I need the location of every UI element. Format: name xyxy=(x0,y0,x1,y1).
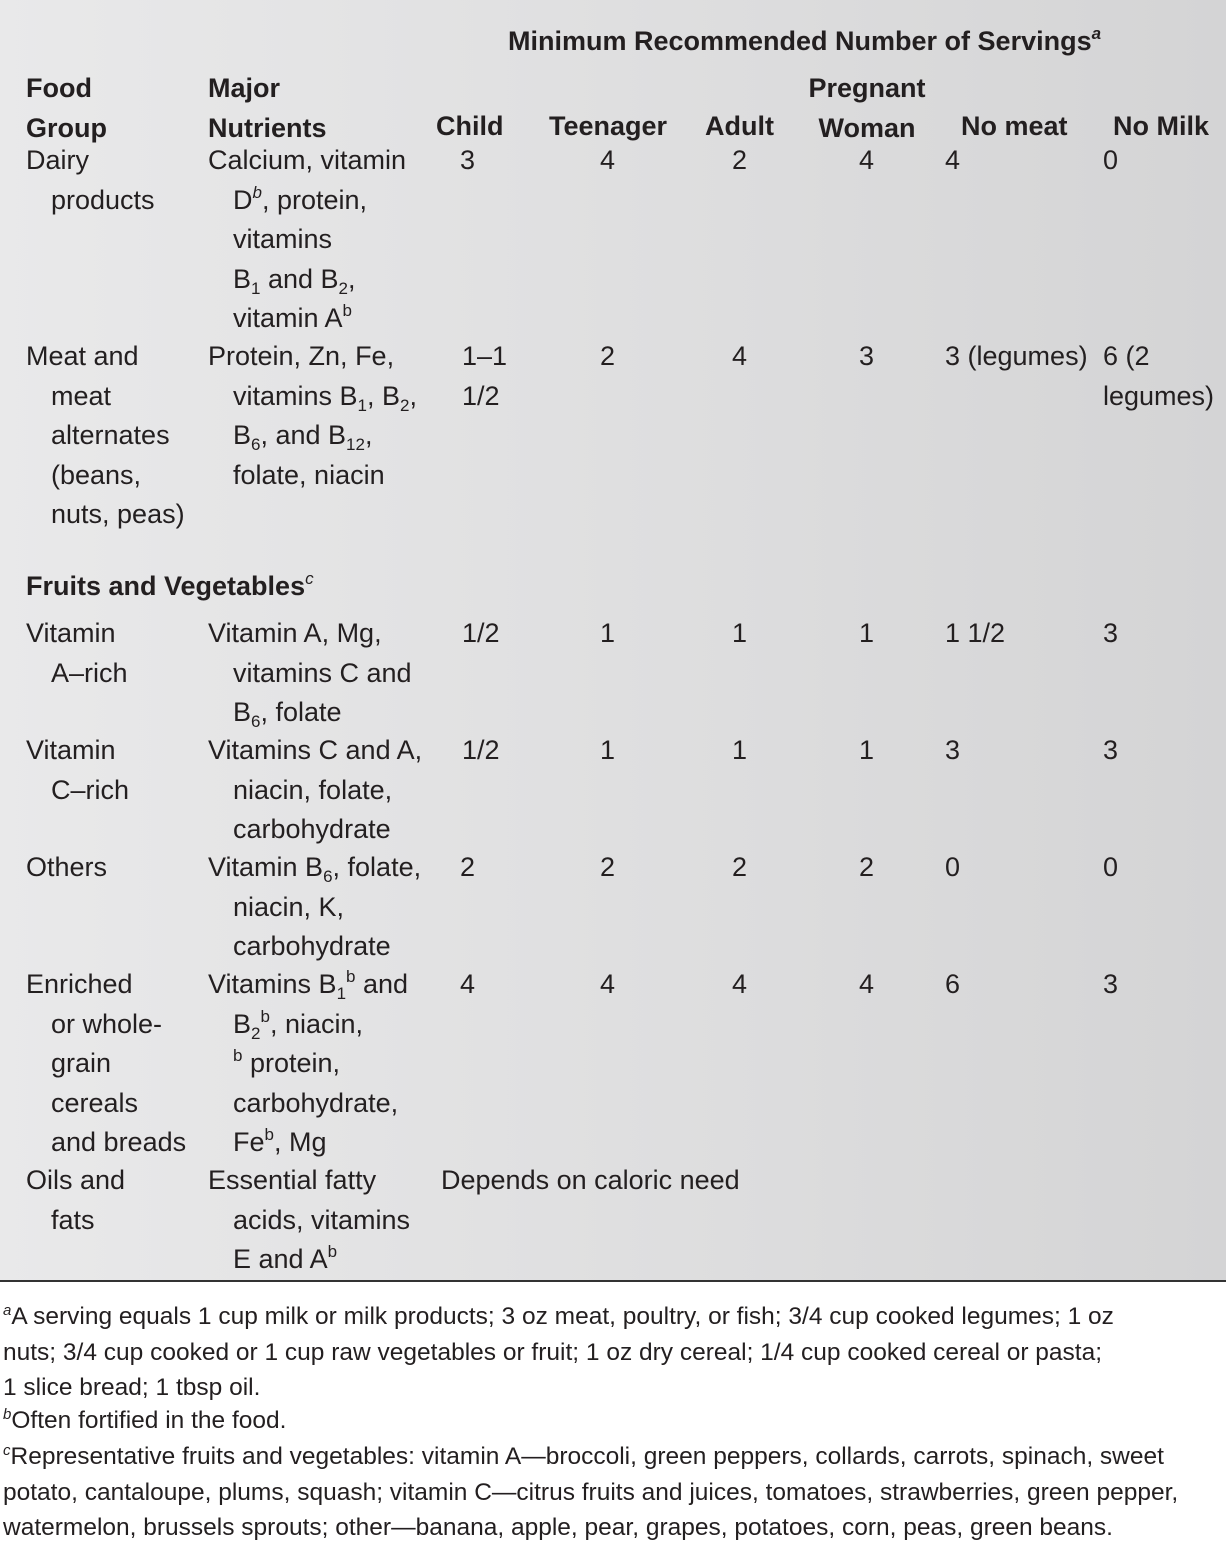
cereals-group-line3: grain xyxy=(51,1048,112,1078)
vit-c-nutrients-line3: carbohydrate xyxy=(233,814,391,844)
oils-group-line2: fats xyxy=(51,1204,95,1235)
meat-group-line1: Meat and xyxy=(26,341,139,371)
fv-heading-text: Fruits and Vegetables xyxy=(26,571,306,601)
others-nutrients-line1: Vitamin $B_6$, folate, xyxy=(208,852,422,886)
vit-a-nutrients xyxy=(208,614,412,733)
others-group xyxy=(26,848,107,888)
meat-nutrients-line3: $B_6$, and $B_{12}$, xyxy=(233,420,373,454)
vit-a-nutrients-line1: Vitamin A, Mg, xyxy=(208,618,382,648)
dairy-nutrients-line5: vitamin $A^b$ xyxy=(233,301,353,333)
footnote-b xyxy=(3,1403,286,1439)
meat-group-line2: meat xyxy=(51,380,112,411)
header-major-nutrients xyxy=(208,69,327,148)
footnote-a xyxy=(3,1299,1114,1406)
header-pregnant-woman xyxy=(807,69,927,148)
header-food-group xyxy=(26,69,107,148)
meat-group xyxy=(26,337,185,535)
footnote-a-line3: 1 slice bread; 1 tbsp oil. xyxy=(3,1374,261,1401)
oils-nutrients xyxy=(208,1161,410,1280)
vit-c-nutrients-line2: niacin, folate, xyxy=(233,774,393,805)
meat-group-line5: nuts, peas) xyxy=(51,499,185,529)
meat-nutrients-line4: folate, niacin xyxy=(233,459,385,490)
header-adult: Adult xyxy=(705,111,774,141)
fruits-vegetables-heading xyxy=(26,567,314,607)
vit-c-no-milk: 3 xyxy=(1103,735,1119,765)
header-child: Child xyxy=(436,111,504,141)
header-food-group-line1: Food xyxy=(26,73,92,103)
vit-a-group-line2: A–rich xyxy=(51,657,128,688)
spanner-note-mark: a xyxy=(1091,24,1102,43)
vit-c-group-line1: Vitamin xyxy=(26,735,116,765)
header-nutrients-line1: Major xyxy=(208,73,281,103)
oils-group-line1: Oils and xyxy=(26,1165,126,1195)
cereals-nutrients-line1: Vitamins $B_1^b$ and xyxy=(208,967,409,1003)
others-adult: 2 xyxy=(732,852,748,882)
meat-no-milk-line2: legumes) xyxy=(1103,380,1215,411)
header-nutrients-line2: Nutrients xyxy=(208,112,327,143)
dairy-adult: 2 xyxy=(732,145,748,175)
oils-nutrients-line1: Essential fatty xyxy=(208,1165,377,1195)
vit-c-pregnant: 1 xyxy=(859,735,875,765)
cereals-no-milk: 3 xyxy=(1103,969,1119,999)
vit-c-group xyxy=(26,731,129,810)
cereals-group-line2: or whole- xyxy=(51,1008,163,1039)
header-no-milk: No Milk xyxy=(1113,111,1210,141)
meat-group-line3: alternates xyxy=(51,420,170,450)
others-nutrients-line2: niacin, K, xyxy=(233,891,345,922)
meat-no-milk-line1: 6 (2 xyxy=(1103,341,1150,371)
cereals-no-meat: 6 xyxy=(945,969,961,999)
header-no-meat: No meat xyxy=(961,111,1068,141)
meat-group-line4: (beans, xyxy=(51,459,142,490)
cereals-nutrients-line3: $^b$ protein, xyxy=(233,1046,341,1078)
oils-nutrients-line3: E and $A^b$ xyxy=(233,1242,338,1274)
cereals-group xyxy=(26,965,186,1163)
meat-no-meat: 3 (legumes) xyxy=(945,341,1088,371)
meat-child-line2: 1/2 xyxy=(462,380,500,411)
header-food-group-line2: Group xyxy=(26,112,107,143)
vit-c-teenager: 1 xyxy=(600,735,616,765)
dairy-teenager: 4 xyxy=(600,145,616,175)
dairy-nutrients-line4: $B_1$ and $B_2$, xyxy=(233,263,356,298)
meat-nutrients xyxy=(208,337,417,495)
footnote-c-line3: watermelon, brussels sprouts; other—banana, apple, pear, grapes, potatoes, corn, peas, green beans. xyxy=(3,1514,1113,1541)
oils-servings: Depends on caloric need xyxy=(441,1165,740,1195)
oils-group xyxy=(26,1161,125,1240)
oils-nutrients-line2: acids, vitamins xyxy=(233,1204,411,1235)
cereals-nutrients-line2: $B_2^b$, niacin, xyxy=(233,1006,364,1043)
vit-a-adult: 1 xyxy=(732,618,748,648)
cereals-pregnant: 4 xyxy=(859,969,875,999)
others-pregnant: 2 xyxy=(859,852,875,882)
others-child: 2 xyxy=(460,852,476,882)
dairy-nutrients-line1: Calcium, vitamin xyxy=(208,145,407,175)
dairy-nutrients xyxy=(208,141,406,339)
meat-teenager: 2 xyxy=(600,341,616,371)
meat-child xyxy=(462,337,507,416)
footnote-c-line1: $^c$Representative fruits and vegetables: vitamin A—broccoli, green peppers, collards, carrots, spinach, sweet xyxy=(3,1442,1164,1470)
cereals-group-line5: and breads xyxy=(51,1127,187,1157)
header-pregnant-line2: Woman xyxy=(818,112,916,143)
footnote-c xyxy=(3,1439,1178,1546)
header-teenager: Teenager xyxy=(549,111,668,141)
dairy-nutrients-line3: vitamins xyxy=(233,224,333,254)
dairy-nutrients-line2: $D^b$, protein, xyxy=(233,182,368,215)
dairy-child: 3 xyxy=(460,145,476,175)
others-teenager: 2 xyxy=(600,852,616,882)
vit-c-group-line2: C–rich xyxy=(51,774,130,805)
dairy-pregnant: 4 xyxy=(859,145,875,175)
cereals-nutrients-line4: carbohydrate, xyxy=(233,1087,399,1118)
vit-c-no-meat: 3 xyxy=(945,735,961,765)
dairy-no-milk: 0 xyxy=(1103,145,1119,175)
others-nutrients-line3: carbohydrate xyxy=(233,931,391,961)
dairy-no-meat: 4 xyxy=(945,145,961,175)
spanner-text: Minimum Recommended Number of Servings xyxy=(508,26,1092,56)
vit-c-adult: 1 xyxy=(732,735,748,765)
header-spanner xyxy=(508,22,1101,62)
others-group-line1: Others xyxy=(26,852,108,882)
cereals-child: 4 xyxy=(460,969,476,999)
meat-nutrients-line1: Protein, Zn, Fe, xyxy=(208,341,395,371)
meat-no-milk xyxy=(1103,337,1214,416)
meat-child-line1: 1–1 xyxy=(462,341,508,371)
cereals-group-line4: cereals xyxy=(51,1087,139,1118)
dairy-group-line1: Dairy xyxy=(26,145,90,175)
cereals-nutrients xyxy=(208,965,408,1163)
dairy-group xyxy=(26,141,155,220)
vit-a-teenager: 1 xyxy=(600,618,616,648)
vit-c-child: 1/2 xyxy=(462,735,500,765)
others-no-meat: 0 xyxy=(945,852,961,882)
dairy-group-line2: products xyxy=(51,184,155,215)
vit-a-no-meat: 1 1/2 xyxy=(945,618,1006,648)
meat-pregnant: 3 xyxy=(859,341,875,371)
vit-a-no-milk: 3 xyxy=(1103,618,1119,648)
others-no-milk: 0 xyxy=(1103,852,1119,882)
header-pregnant-line1: Pregnant xyxy=(808,73,926,103)
vit-a-nutrients-line3: $B_6$, folate xyxy=(233,697,342,731)
vit-c-nutrients xyxy=(208,731,422,850)
fv-heading-note-mark: c xyxy=(305,569,314,588)
vit-a-group-line1: Vitamin xyxy=(26,618,116,648)
cereals-teenager: 4 xyxy=(600,969,616,999)
footnote-b-line1: $^b$Often fortified in the food. xyxy=(3,1406,287,1434)
vit-a-group xyxy=(26,614,128,693)
vit-a-pregnant: 1 xyxy=(859,618,875,648)
vit-a-child: 1/2 xyxy=(462,618,500,648)
vit-c-nutrients-line1: Vitamins C and A, xyxy=(208,735,423,765)
vit-a-nutrients-line2: vitamins C and xyxy=(233,657,412,688)
meat-adult: 4 xyxy=(732,341,748,371)
cereals-nutrients-line5: Fe$^b$, Mg xyxy=(233,1125,327,1157)
others-nutrients xyxy=(208,848,421,967)
cereals-adult: 4 xyxy=(732,969,748,999)
footnote-a-line2: nuts; 3/4 cup cooked or 1 cup raw vegetables or fruit; 1 oz dry cereal; 1/4 cup cooked cereal or pasta; xyxy=(3,1338,1103,1366)
meat-nutrients-line2: vitamins $B_1$, $B_2$, xyxy=(233,380,418,415)
footnote-a-line1: $^a$A serving equals 1 cup milk or milk products; 3 oz meat, poultry, or fish; 3/4 cup cooked legumes; 1 oz xyxy=(3,1302,1114,1330)
cereals-group-line1: Enriched xyxy=(26,969,133,999)
footnote-c-line2: potato, cantaloupe, plums, squash; vitamin C—citrus fruits and juices, tomatoes, strawberries, green pepper, xyxy=(3,1478,1179,1506)
